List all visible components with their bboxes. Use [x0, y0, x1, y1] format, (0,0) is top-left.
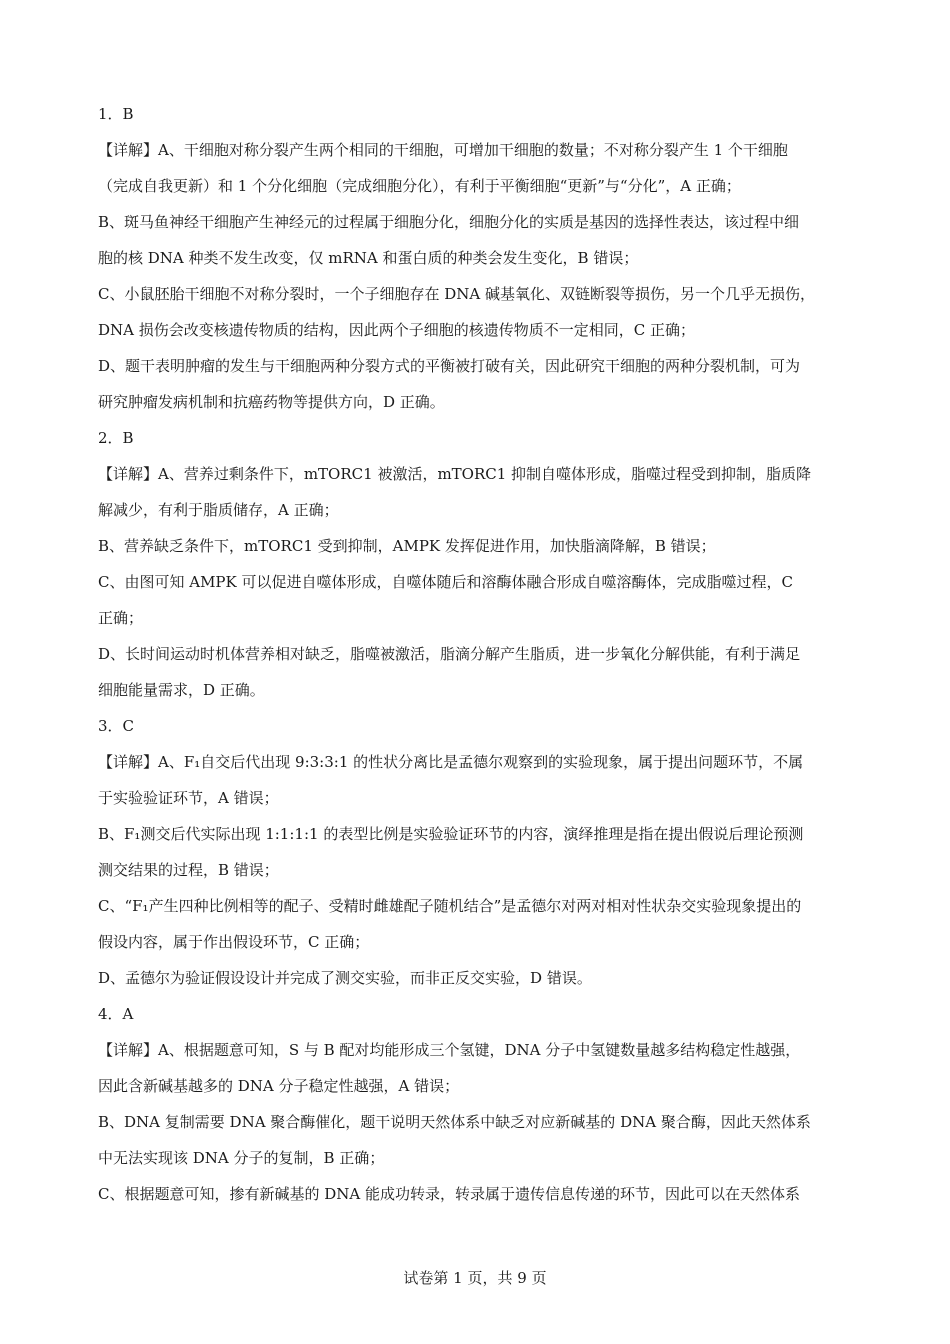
question-4 — [98, 996, 862, 1212]
explanation-line: 【详解】A、F₁自交后代出现 9:3:3:1 的性状分离比是孟德尔观察到的实验现象，属于提出问题环节，不属 — [98, 753, 804, 771]
question-2 — [98, 420, 862, 708]
explanation-line: B、F₁测交后代实际出现 1:1:1:1 的表型比例是实验验证环节的内容，演绎推理是指在提出假说后理论预测 — [98, 825, 804, 843]
question-1 — [98, 96, 862, 420]
explanation-line: 因此含新碱基越多的 DNA 分子稳定性越强，A 错误； — [98, 1077, 460, 1095]
explanation-line: D、长时间运动时机体营养相对缺乏，脂噬被激活，脂滴分解产生脂质，进一步氧化分解供能，有利于满足 — [98, 645, 801, 663]
explanation-line: 【详解】A、根据题意可知，S 与 B 配对均能形成三个氢键，DNA 分子中氢键数量越多结构稳定性越强， — [98, 1041, 801, 1059]
explanation-line: C、根据题意可知，掺有新碱基的 DNA 能成功转录，转录属于遗传信息传递的环节，因此可以在天然体系 — [98, 1185, 801, 1203]
question-number: 1．B — [98, 105, 134, 123]
explanation-line: 研究肿瘤发病机制和抗癌药物等提供方向，D 正确。 — [98, 393, 445, 411]
explanation-line: B、斑马鱼神经干细胞产生神经元的过程属于细胞分化，细胞分化的实质是基因的选择性表达，该过程中细 — [98, 213, 800, 231]
explanation-line: C、小鼠胚胎干细胞不对称分裂时，一个子细胞存在 DNA 碱基氧化、双链断裂等损伤，另一个几乎无损伤， — [98, 285, 816, 303]
explanation-line: 假设内容，属于作出假设环节，C 正确； — [98, 933, 370, 951]
explanation-line: 解减少，有利于脂质储存，A 正确； — [98, 501, 339, 519]
question-number: 2．B — [98, 429, 134, 447]
explanation-line: 中无法实现该 DNA 分子的复制，B 正确； — [98, 1149, 385, 1167]
explanation-line: （完成自我更新）和 1 个分化细胞（完成细胞分化），有利于平衡细胞“更新”与“分化”，A 正确； — [98, 177, 741, 195]
page-footer: 试卷第 1 页，共 9 页 — [403, 1269, 547, 1287]
explanation-line: 【详解】A、干细胞对称分裂产生两个相同的干细胞，可增加干细胞的数量；不对称分裂产生 1 个干细胞 — [98, 141, 788, 159]
explanation-line: B、DNA 复制需要 DNA 聚合酶催化，题干说明天然体系中缺乏对应新碱基的 DNA 聚合酶，因此天然体系 — [98, 1113, 811, 1131]
explanation-line: 【详解】A、营养过剩条件下，mTORC1 被激活，mTORC1 抑制自噬体形成，脂噬过程受到抑制，脂质降 — [98, 465, 812, 483]
question-number: 4．A — [98, 1005, 134, 1023]
explanation-line: 细胞能量需求，D 正确。 — [98, 681, 265, 699]
explanation-line: DNA 损伤会改变核遗传物质的结构，因此两个子细胞的核遗传物质不一定相同，C 正确； — [98, 321, 696, 339]
explanation-line: D、题干表明肿瘤的发生与干细胞两种分裂方式的平衡被打破有关，因此研究干细胞的两种分裂机制，可为 — [98, 357, 801, 375]
question-3 — [98, 708, 862, 996]
answer-content — [98, 96, 862, 1212]
question-number: 3．C — [98, 717, 135, 735]
explanation-line: B、营养缺乏条件下，mTORC1 受到抑制，AMPK 发挥促进作用，加快脂滴降解，B 错误； — [98, 537, 716, 555]
explanation-line: 正确； — [98, 609, 144, 627]
explanation-line: C、“F₁产生四种比例相等的配子、受精时雌雄配子随机结合”是孟德尔对两对相对性状杂交实验现象提出的 — [98, 897, 802, 915]
explanation-line: C、由图可知 AMPK 可以促进自噬体形成，自噬体随后和溶酶体融合形成自噬溶酶体，完成脂噬过程，C — [98, 573, 793, 591]
explanation-line: 于实验验证环节，A 错误； — [98, 789, 279, 807]
explanation-line: 测交结果的过程，B 错误； — [98, 861, 279, 879]
explanation-line: D、孟德尔为验证假设设计并完成了测交实验，而非正反交实验，D 错误。 — [98, 969, 592, 987]
explanation-line: 胞的核 DNA 种类不发生改变，仅 mRNA 和蛋白质的种类会发生变化，B 错误； — [98, 249, 639, 267]
